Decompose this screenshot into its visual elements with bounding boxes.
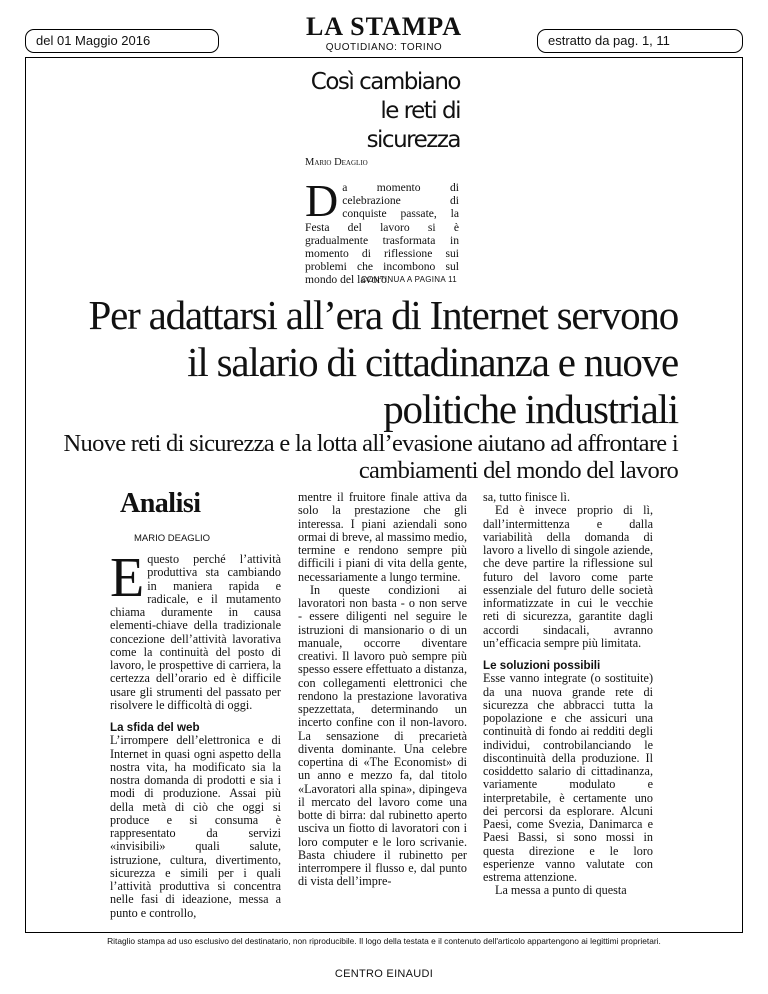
page-extract-label: estratto da pag. 1, 11 [537, 29, 743, 53]
article-column-1 [110, 547, 281, 920]
newspaper-masthead: LA STAMPA [305, 12, 463, 41]
front-piece-text: a momento di celebrazione di conquiste passate, la Festa del lavoro si è gradualmente trasformata in momento di riflessione sui problemi che incombono sul mondo del lavoro. [305, 181, 459, 287]
date-label: del 01 Maggio 2016 [25, 29, 219, 53]
paragraph: sa, tutto finisce lì. [483, 490, 570, 504]
article-subtitle: Nuove reti di sicurezza e la lotta all’evasione aiutano ad affrontare i cambiamenti del mondo del lavoro [63, 430, 678, 484]
article-dropcap: E [110, 547, 145, 609]
article-author: MARIO DEAGLIO [134, 533, 211, 544]
section-label: Analisi [120, 488, 201, 519]
front-piece-body [305, 175, 459, 287]
article-headline: Per adattarsi all’era di Internet servono il salario di cittadinanza e nuove politiche industriali [88, 292, 678, 432]
copyright-notice: Ritaglio stampa ad uso esclusivo del destinatario, non riproducibile. Il logo della testata e il contenuto dell'articolo appartengono ai legittimi proprietari. [107, 936, 661, 946]
paragraph: L’irrompere dell’elettronica e di Internet in quasi ogni aspetto della nostra vita, ha modificato sia la nostra domanda di prodotti e sia i modi di produzione. Assai più della metà di ciò che oggi si produce e si consuma è rappresentato da servizi «invisibili» quali salute, istruzione, cultura, divertimento, sicurezza e simili per i quali l’attività produttiva si concentra nelle fasi di ideazione, messa a punto e controllo, [110, 733, 281, 920]
paragraph: questo perché l’attività produttiva sta cambiando in maniera rapida e radicale, e il mutamento chiama duramente in causa elementi-chiave della tradizionale concezione dell’attività lavorativa come la continuità del posto di lavoro, le prospettive di carriera, la certezza dell’orario ed è difficile usare gli strumenti del passato per risolvere le difficoltà di oggi. [110, 552, 281, 712]
front-piece-title: Così cambiano le reti di sicurezza [310, 69, 460, 153]
article-subheading: Le soluzioni possibili [483, 659, 601, 672]
article-subheading: La sfida del web [110, 721, 200, 734]
paragraph: Ed è invece proprio di lì, dall’intermittenza e dalla variabilità della domanda di lavoro a livello di singole aziende, che deve partire la riflessione sul futuro del lavoro come parte essenziale del futuro delle società informatizzate in cui le vecchie reti di sicurezza, garantite dagli accordi sindacali, avranno un’efficacia sempre più limitata. [483, 503, 653, 650]
source-label: CENTRO EINAUDI [334, 968, 434, 980]
paragraph: In queste condizioni ai lavoratori non basta - o non serve - essere diligenti nel seguire le istruzioni di mansionario o di un manuale, occorre diventare creativi. Il lavoro può sempre più spesso essere effettuato a distanza, con collegamenti elettronici che rendono la prestazione lavorativa spezzettata, determinando un incerto confine con il non-lavoro. La sensazione di precarietà diventa dominante. Una celebre copertina di «The Economist» di un anno e mezzo fa, dal titolo «Lavoratori alla spina», dipingeva il mercato del lavoro come una botte di birra: dal rubinetto aperto usciva un fiotto di lavoratori con i loro computer e le loro scrivanie. Basta chiudere il rubinetto per interrompere il flusso e, dal punto di vista dell’impre- [298, 582, 467, 889]
paragraph: mentre il fruitore finale attiva da solo la prestazione che gli interessa. I piani aziendali sono ormai di breve, al massimo medio, termine e rendono sempre più difficili i piani di vita della gente, necessariamente a lungo termine. [298, 490, 467, 584]
front-piece-author: Mario Deaglio [305, 157, 368, 168]
paragraph: La messa a punto di questa [495, 883, 627, 898]
continue-note: CONTINUA A PAGINA 11 [361, 275, 457, 284]
paragraph: Esse vanno integrate (o sostituite) da una nuova grande rete di sicurezza che abbracci tutta la popolazione e che assicuri una continuità di fondo ai redditi degli individui, controbilanciando le discontinuità della produzione. Il cosiddetto salario di cittadinanza, variamente modulato e interpretabile, è certamente uno dei percorsi da esplorare. Alcuni Paesi, come Svezia, Danimarca e Paesi Bassi, si sono mossi in questa direzione e le loro esperienze vanno valutate con estrema attenzione. [483, 671, 653, 884]
article-column-3 [483, 491, 653, 898]
newspaper-subhead: QUOTIDIANO: TORINO [325, 42, 443, 53]
front-piece-dropcap: D [305, 175, 339, 226]
article-column-2 [298, 491, 467, 889]
